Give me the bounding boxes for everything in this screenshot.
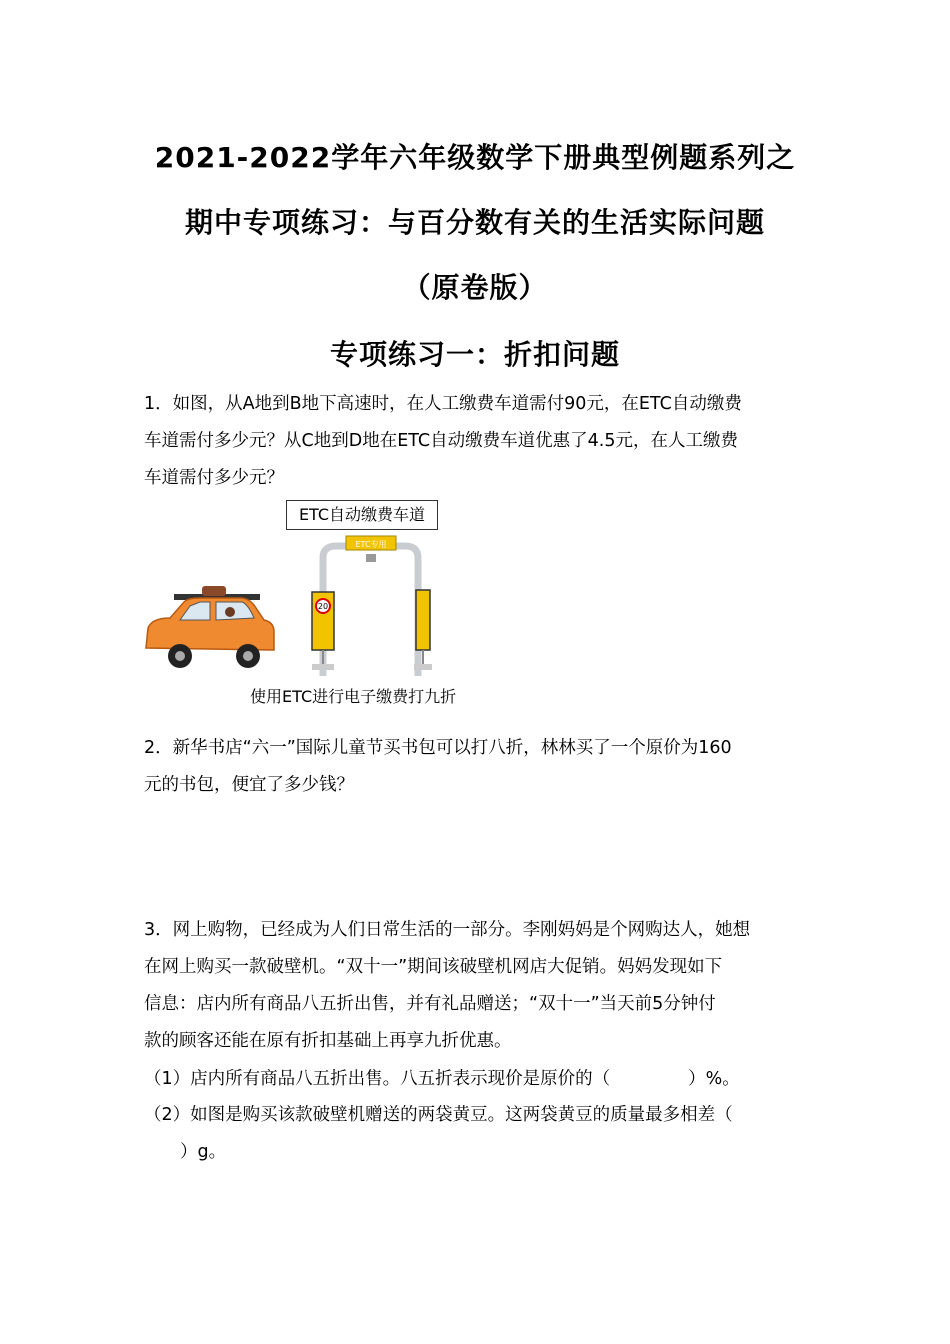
question-2-line-1: 2．新华书店“六一”国际儿童节买书包可以打八折，林林买了一个原价为160 <box>144 738 732 758</box>
part-2-text-a: （2）如图是购买该款破壁机赠送的两袋黄豆。这两袋黄豆的质量最多相差（ <box>144 1105 733 1125</box>
part-1-text-b: ）%。 <box>688 1069 740 1089</box>
part-1-text-a: （1）店内所有商品八五折出售。八五折表示现价是原价的（ <box>144 1069 611 1089</box>
question-3-line-1: 3．网上购物，已经成为人们日常生活的一部分。李刚妈妈是个网购达人，她想 <box>144 920 751 940</box>
question-3-line-2: 在网上购买一款破壁机。“双十一”期间该破壁机网店大促销。妈妈发现如下 <box>144 957 723 977</box>
question-3-part-2 <box>144 1101 733 1126</box>
gantry-frame <box>323 546 418 676</box>
section-heading: 专项练习一：折扣问题 <box>329 338 620 371</box>
question-1-line-1: 1．如图，从A地到B地下高速时，在人工缴费车道需付90元，在ETC自动缴费 <box>144 394 742 414</box>
gantry-camera <box>366 554 376 562</box>
question-1-line-2: 车道需付多少元？从C地到D地在ETC自动缴费车道优惠了4.5元，在人工缴费 <box>144 431 738 451</box>
question-3-line-4: 款的顾客还能在原有折扣基础上再享九折优惠。 <box>144 1031 512 1051</box>
figure-caption: 使用ETC进行电子缴费打九折 <box>250 687 457 706</box>
question-1-line-3: 车道需付多少元？ <box>144 468 284 488</box>
document-edition-label: （原卷版） <box>402 271 548 304</box>
toll-gantry-illustration <box>140 498 480 683</box>
question-3-part-2-continued <box>180 1138 226 1163</box>
question-2-line-2: 元的书包，便宜了多少钱？ <box>144 775 354 795</box>
question-1 <box>144 386 814 497</box>
question-3-part-1 <box>144 1065 740 1090</box>
document-title-line-2: 期中专项练习：与百分数有关的生活实际问题 <box>184 206 765 239</box>
speed-limit-text: 20 <box>317 602 329 611</box>
etc-toll-figure <box>140 498 480 713</box>
question-2 <box>144 730 814 804</box>
document-title-line-1: 2021-2022学年六年级数学下册典型例题系列之 <box>154 141 796 174</box>
car-icon <box>146 586 274 668</box>
etc-lane-label-box: ETC自动缴费车道 <box>286 500 438 530</box>
question-3-line-3: 信息：店内所有商品八五折出售，并有礼品赠送；“双十一”当天前5分钟付 <box>144 994 716 1014</box>
gantry-sign-text: ETC专用 <box>355 540 387 549</box>
right-lane-sign <box>416 590 430 650</box>
question-3 <box>144 912 814 1060</box>
part-2-text-b: ）g。 <box>180 1142 227 1162</box>
